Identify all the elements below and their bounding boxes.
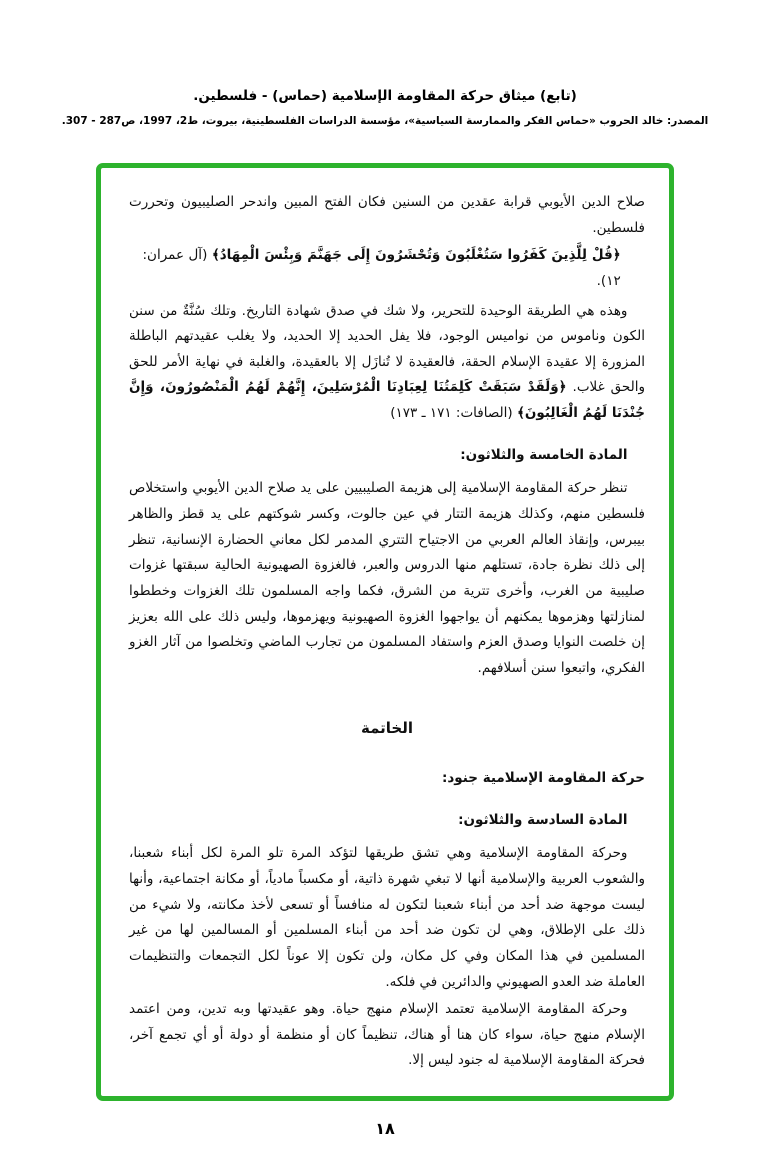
article-36-heading: المادة السادسة والثلاثون: bbox=[458, 811, 628, 828]
charter-text bbox=[129, 190, 645, 1074]
article-35-text: تنظر حركة المقاومة الإسلامية إلى هزيمة الصليبيين على يد صلاح الدين الأيوبي واستخلاص فلسطين منهم، وكذلك هزيمة التتار في عين جالوت، وكسر شوكتهم على يد قطز والظاهر بيبرس، وإنقاذ العالم العربي من الاجتياح التتري المدمر لكل معاني الحضارة الإنسانية، تنظر إلى ذلك نظرة جادة، تستلهم منها الدروس والعبر، فالغزوة الصهيونية الحالية سبقتها غزوات صليبية من الغرب، وأخرى تترية من الشرق، فكما واجه المسلمون تلك الغزوات وخططوا لمنازلتها وهزموها يمكنهم أن يواجهوا الغزوة الصهيونية ويهزموها، وليس ذلك على الله بعزيز إن خلصت النوايا وصدق العزم واستفاد المسلمون من تجارب الماضي وتخلصوا من آثار الغزو الفكري، واتبعوا سنن أسلافهم. bbox=[129, 480, 645, 676]
article-35-heading: المادة الخامسة والثلاثون: bbox=[460, 446, 628, 463]
document-title: (تابع) ميثاق حركة المقاومة الإسلامية (حماس) - فلسطين. bbox=[193, 88, 577, 104]
paragraph-text: وهذه هي الطريقة الوحيدة للتحرير، ولا شك في صدق شهادة التاريخ. وتلك سُنَّةٌ من سنن الكون وناموس من نواميس الوجود، فلا يفل الحديد إلا الحديد، ولا يغلب عقيدتهم الباطلة المزورة إلا عقيدة الإسلام الحقة، فالعقيدة لا تُنازَل إلا بالعقيدة، والغلبة في نهاية الأمر للحق والحق غلاب. bbox=[129, 302, 645, 396]
verse-text: ﴿قُلْ لِلَّذِينَ كَفَرُوا سَتُغْلَبُونَ وَتُحْشَرُونَ إِلَى جَهَنَّمَ وَبِئْسَ الْمِهَادُ﴾ bbox=[211, 247, 621, 264]
quran-verse-block bbox=[143, 243, 621, 294]
conclusion-heading: الخاتمة bbox=[360, 718, 413, 737]
content-frame bbox=[96, 163, 674, 1101]
closing-paragraph: وحركة المقاومة الإسلامية تعتمد الإسلام منهج حياة. وهو عقيدتها وبه تدين، ومن اعتمد الإسلام منهج حياة، سواء كان هنا أو هناك، تنظيماً كان أو منظمة أو دولة أو أي تجمع آخر، فحركة المقاومة الإسلامية له جنود ليس إلا. bbox=[129, 1001, 645, 1069]
inline-verse-reference: (الصافات: ١٧١ ـ ١٧٣) bbox=[390, 405, 517, 422]
document-source-citation: المصدر: خالد الحروب «حماس الفكر والممارسة السياسية»، مؤسسة الدراسات الفلسطينية، بيروت، ط2، 1997، ص287 - 307. bbox=[61, 115, 709, 127]
document-header bbox=[0, 88, 770, 127]
paragraph-saladin-continuation: صلاح الدين الأيوبي قرابة عقدين من السنين فكان الفتح المبين واندحر الصليبيون وتحررت فلسطين. bbox=[129, 194, 645, 236]
soldiers-subheading: حركة المقاومة الإسلامية جنود: bbox=[441, 770, 645, 787]
verse-reference: (آل عمران: ١٢). bbox=[142, 247, 621, 289]
article-36-text: وحركة المقاومة الإسلامية وهي تشق طريقها لتؤكد المرة تلو المرة لكل أبناء شعبنا، والشعوب العربية والإسلامية أنها لا تبغي شهرة ذاتية، أو مكسباً مادياً، أو مكانة اجتماعية، وأنها ليست موجهة ضد أحد من أبناء شعبنا لتكون له منافساً أو تسعى لأخذ مكانته، ولا شيء من ذلك على الإطلاق، وهي لن تكون ضد أحد من أبناء المسلمين أو المسالمين لها من غير المسلمين في هذا المكان وفي كل مكان، ولن تكون إلا عوناً لكل التجمعات والتنظيمات العاملة ضد العدو الصهيوني والدائرين في فلكه. bbox=[129, 845, 645, 990]
paragraph-liberation bbox=[129, 299, 645, 427]
page-number: ١٨ bbox=[375, 1119, 395, 1139]
inline-verse-text: ﴿وَلَقَدْ سَبَقَتْ كَلِمَتُنَا لِعِبَادِنَا الْمُرْسَلِينَ، إِنَّهُمْ لَهُمُ الْمَنْصُورُونَ، وَإِنَّ جُنْدَنَا لَهُمُ الْغَالِبُونَ﴾ bbox=[129, 379, 645, 422]
